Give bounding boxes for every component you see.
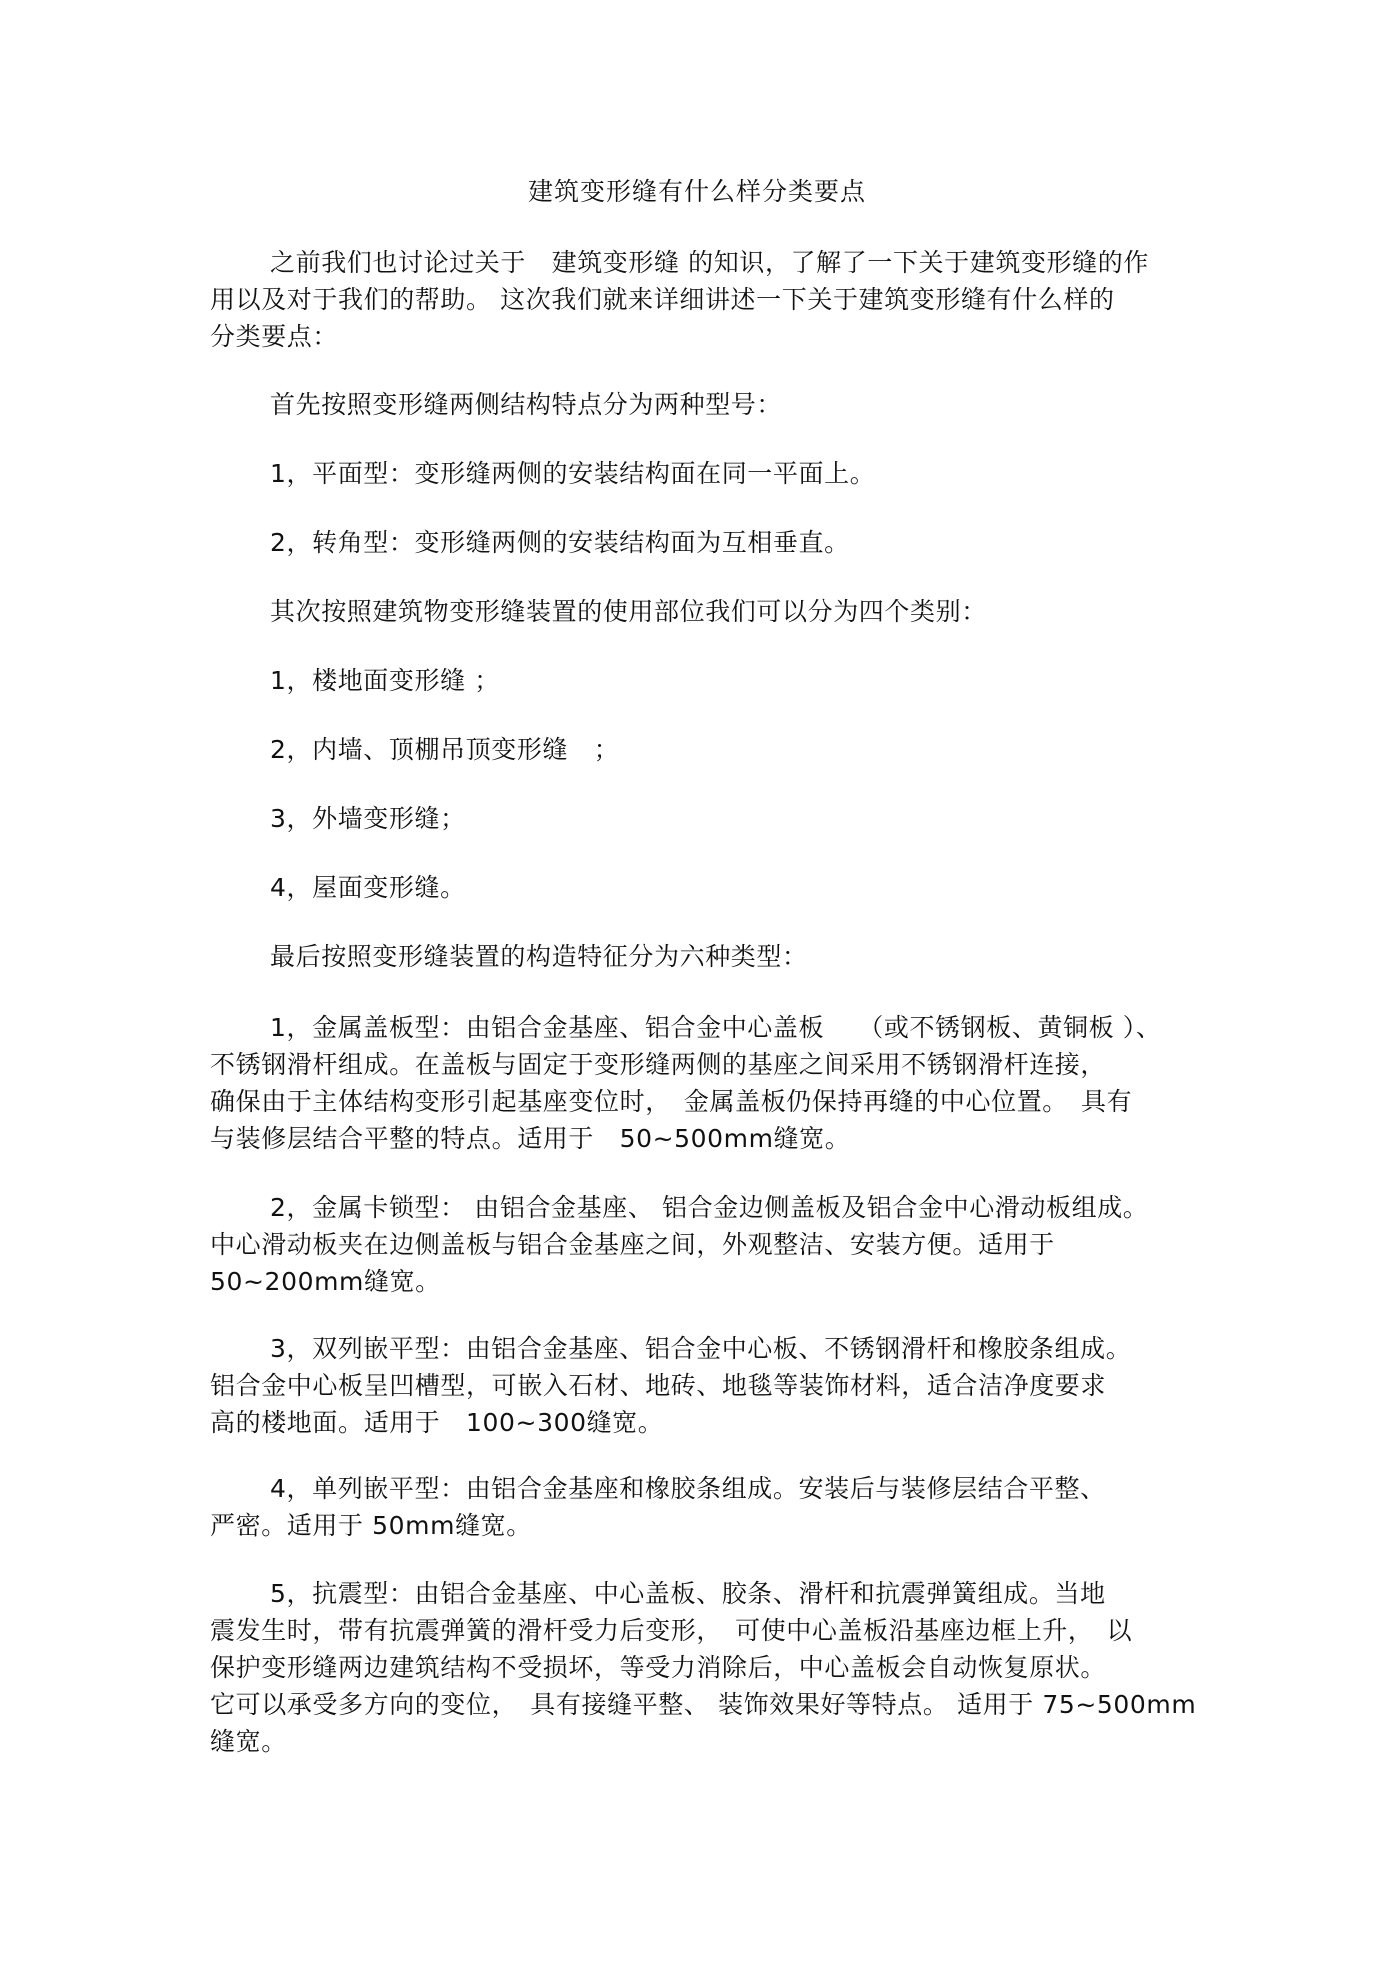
section2-heading: 其次按照建筑物变形缝装置的使用部位我们可以分为四个类别：	[270, 597, 987, 626]
type-paragraph	[210, 1575, 1215, 1760]
paragraph-line: 严密。适用于 50mm缝宽。	[210, 1511, 532, 1540]
paragraph-line: 2，金属卡锁型： 由铝合金基座、 铝合金边侧盖板及铝合金中心滑动板组成。	[270, 1193, 1149, 1222]
section2-item: 4，屋面变形缝。	[270, 873, 466, 902]
type-paragraph	[210, 1009, 1215, 1157]
paragraph-line: 中心滑动板夹在边侧盖板与铝合金基座之间，外观整洁、安装方便。适用于	[210, 1230, 1055, 1259]
paragraph-line: 用以及对于我们的帮助。 这次我们就来详细讲述一下关于建筑变形缝有什么样的	[210, 285, 1115, 314]
type-paragraph	[210, 1189, 1215, 1300]
document-title: 建筑变形缝有什么样分类要点	[527, 177, 866, 206]
type-paragraph	[210, 1470, 1215, 1544]
paragraph-line: 震发生时，带有抗震弹簧的滑杆受力后变形， 可使中心盖板沿基座边框上升， 以	[210, 1616, 1133, 1645]
paragraph-line: 分类要点：	[210, 322, 339, 351]
paragraph-line: 之前我们也讨论过关于 建筑变形缝 的知识，了解了一下关于建筑变形缝的作	[270, 248, 1149, 277]
section1-item: 1，平面型：变形缝两侧的安装结构面在同一平面上。	[270, 459, 876, 488]
section3-heading: 最后按照变形缝装置的构造特征分为六种类型：	[270, 942, 808, 971]
section2-item: 1，楼地面变形缝 ；	[270, 666, 500, 695]
paragraph-line: 5，抗震型：由铝合金基座、中心盖板、胶条、滑杆和抗震弹簧组成。当地	[270, 1579, 1106, 1608]
paragraph-line: 确保由于主体结构变形引起基座变位时， 金属盖板仍保持再缝的中心位置。 具有	[210, 1087, 1133, 1116]
paragraph-line: 3，双列嵌平型：由铝合金基座、铝合金中心板、不锈钢滑杆和橡胶条组成。	[270, 1334, 1132, 1363]
section1-item: 2，转角型：变形缝两侧的安装结构面为互相垂直。	[270, 528, 850, 557]
paragraph-line: 1，金属盖板型：由铝合金基座、铝合金中心盖板 （或不锈钢板、黄铜板 ）、	[270, 1013, 1162, 1042]
paragraph-line: 4，单列嵌平型：由铝合金基座和橡胶条组成。安装后与装修层结合平整、	[270, 1474, 1106, 1503]
paragraph-line: 保护变形缝两边建筑结构不受损坏，等受力消除后，中心盖板会自动恢复原状。	[210, 1653, 1107, 1682]
paragraph-line: 高的楼地面。适用于 100~300缝宽。	[210, 1408, 664, 1437]
paragraph-line: 它可以承受多方向的变位， 具有接缝平整、 装饰效果好等特点。 适用于 75~500mm	[210, 1690, 1197, 1719]
paragraph-line: 50~200mm缝宽。	[210, 1267, 441, 1296]
paragraph-line: 缝宽。	[210, 1727, 287, 1756]
paragraph-line: 不锈钢滑杆组成。在盖板与固定于变形缝两侧的基座之间采用不锈钢滑杆连接，	[210, 1050, 1107, 1079]
type-paragraph	[210, 1330, 1215, 1441]
paragraph-line: 铝合金中心板呈凹槽型，可嵌入石材、地砖、地毯等装饰材料，适合洁净度要求	[210, 1371, 1107, 1400]
intro-paragraph	[210, 244, 1215, 355]
paragraph-line: 与装修层结合平整的特点。适用于 50~500mm缝宽。	[210, 1124, 851, 1153]
section2-item: 2，内墙、顶棚吊顶变形缝 ；	[270, 735, 620, 764]
section2-item: 3，外墙变形缝；	[270, 804, 466, 833]
section1-heading: 首先按照变形缝两侧结构特点分为两种型号：	[270, 390, 783, 419]
